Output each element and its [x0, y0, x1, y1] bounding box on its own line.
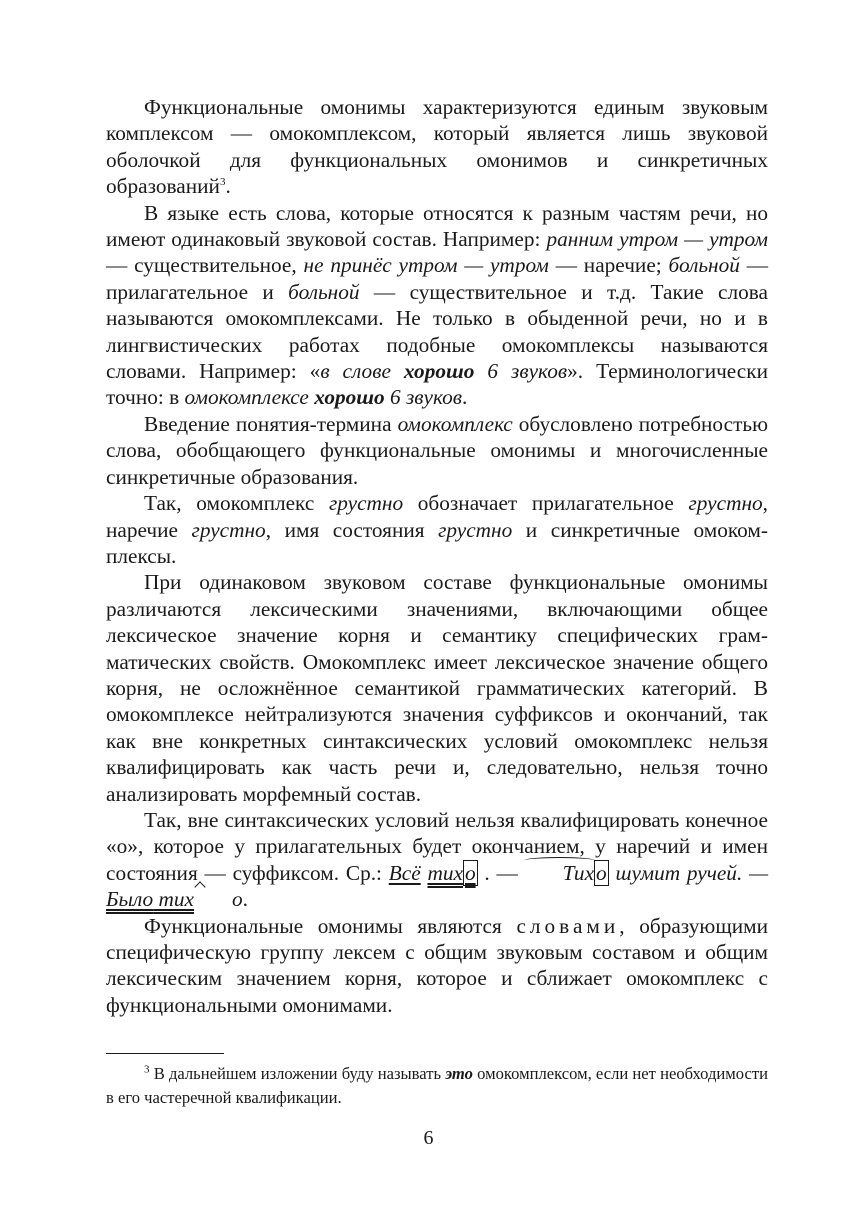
root-arc: Тих — [525, 860, 594, 886]
example: шумит ручей. — — [608, 860, 769, 885]
text: — существительное и т.д. Такие слова называются омокомплексами. Не только в обыденной речи, но и в лингвистических работах подобные омокомплексы называются словами. Например: « — [106, 279, 768, 384]
text: обусловлено потребностью слова, обобщающего функциональные омонимы и многочисленные синкретичные образования. — [106, 411, 768, 489]
footnote — [106, 1062, 768, 1110]
text: Функциональные омонимы характеризуются единым звуковым комплексом — омокомплексом, который является лишь звуковой оболочкой для функциональных омонимов и синкретичных образований — [106, 95, 768, 199]
text: , образующими специфическую группу лексем с общим звуковым составом и общим лексическим значением корня, которое и сближает омокомплекс с функциональными омонимами. — [106, 913, 768, 1017]
emphasis: хорошо — [314, 385, 385, 410]
term: омокомплекс — [397, 411, 513, 436]
example: больной — [668, 253, 740, 278]
paragraph-5 — [106, 569, 768, 807]
example: грустно — [438, 517, 513, 542]
text: ». Терминологически точно: в — [106, 359, 768, 410]
example: 6 звуков — [384, 385, 463, 410]
footnote-divider — [106, 1053, 224, 1054]
stem: тих — [158, 887, 194, 912]
example: грустно — [191, 517, 266, 542]
example: грустно — [688, 491, 763, 516]
text: , имя состояния — [265, 517, 439, 542]
text: При одинаковом звуковом составе функциональные омонимы различаются лексическими значениями, включающими общее лексическое значение корня и семантику специфических грамматических свойств. Омокомплекс имеет лексическое значение общего корня, не осложнённое семантикой грамматических категорий. В омокомплексе нейтрализуются значения суффиксов и окончаний, так как вне конкретных синтаксических условий омокомплекс нельзя квалифицировать как часть речи и, следовательно, нельзя точно анализировать морфемный состав. — [106, 570, 768, 806]
example: 6 звуков — [474, 359, 568, 384]
text: — прилагательное и — [106, 253, 769, 304]
text: . — [462, 385, 468, 410]
example: больной — [288, 279, 360, 304]
text: — наречие; — [548, 253, 669, 278]
text: — существительное, — [106, 253, 304, 278]
text: . — [242, 887, 248, 912]
text: Так, омокомплекс — [144, 491, 329, 516]
example: ранним утром — утром — [546, 227, 768, 252]
example-predicate — [427, 860, 477, 886]
text: , наречие — [106, 491, 768, 542]
text: Функциональные омонимы являются — [144, 913, 517, 938]
emphasis: это — [445, 1064, 473, 1083]
text: Введение понятия-термина — [144, 411, 398, 436]
main-text — [106, 94, 768, 1018]
text: . — — [477, 860, 525, 885]
paragraph-2 — [106, 200, 768, 411]
example: омокомплексе — [184, 385, 315, 410]
text: В дальнейшем изложении буду называть — [149, 1064, 446, 1083]
paragraph-4 — [106, 490, 768, 569]
text: . — [225, 174, 231, 199]
footnote-ref[interactable]: 3 — [219, 176, 226, 189]
example: не принёс утром — утром — [303, 253, 549, 278]
word: Было — [106, 887, 154, 912]
ending-box: о — [464, 860, 476, 885]
example-predicate — [106, 887, 243, 911]
paragraph-1 — [106, 94, 768, 200]
text: Так, вне синтаксических условий нельзя квалифицировать конечное «о», которое у прилагательных будет окончанием, у наречий и имен состояния — суффиксом. Ср.: — [106, 807, 768, 885]
paragraph-3 — [106, 411, 768, 490]
text: и синкретичные омокомплексы. — [106, 517, 768, 568]
spaced-emphasis: словами — [516, 913, 620, 938]
stem: тих — [427, 860, 463, 885]
example-subject: Всё — [388, 860, 421, 885]
page-number: 6 — [423, 1127, 434, 1149]
example-adverb — [525, 861, 609, 885]
footnote-mark: 3 — [144, 1063, 150, 1076]
suffix-mark: о — [194, 886, 243, 912]
text: омокомплексом, если нет необходимости в его частеречной квалификации. — [106, 1064, 768, 1107]
suffix-box: о — [596, 860, 607, 885]
text: обозначает прилагательное — [403, 491, 689, 516]
paragraph-6 — [106, 807, 768, 913]
example: в слове — [320, 359, 404, 384]
text: В языке есть слова, которые относятся к разным частям речи, но имеют одинаковый звуковой состав. Например: — [106, 200, 768, 252]
emphasis: хорошо — [403, 359, 475, 384]
example: грустно — [328, 491, 404, 516]
paragraph-7 — [106, 913, 768, 1019]
